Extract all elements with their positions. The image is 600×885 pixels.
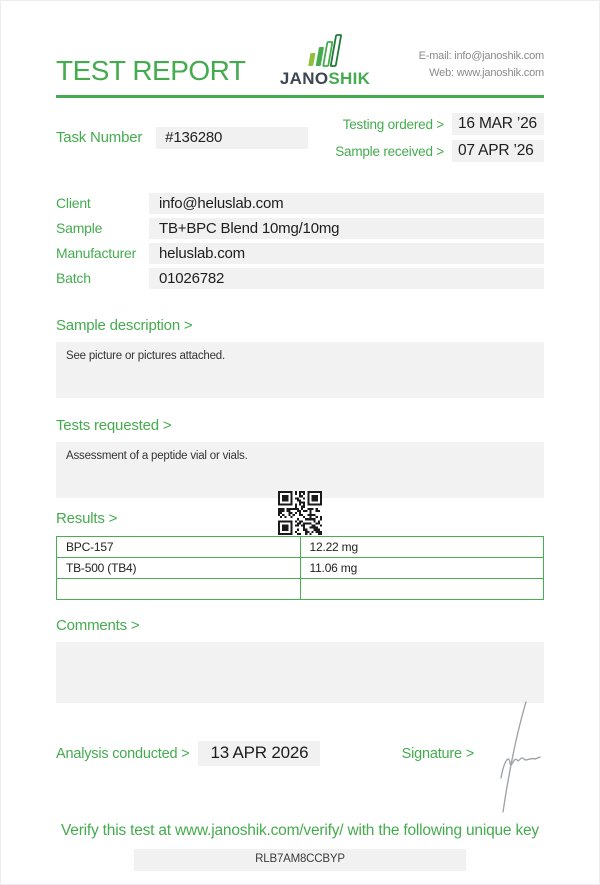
results-heading: Results > — [56, 510, 118, 527]
analyte-cell: TB-500 (TB4) — [57, 558, 301, 579]
verify-text: Verify this test at www.janoshik.com/verify/ with the following unique key — [61, 822, 539, 839]
dates-group — [335, 113, 544, 162]
manufacturer-value: heluslab.com — [149, 243, 544, 264]
analysis-signature-row — [56, 741, 544, 766]
batch-label: Batch — [56, 270, 91, 286]
contact-web: Web: www.janoshik.com — [429, 66, 544, 79]
result-cell: 11.06 mg — [300, 558, 544, 579]
sample-received-value: 07 APR ’26 — [452, 140, 544, 162]
tests-requested-section — [56, 417, 544, 498]
header-divider — [56, 95, 544, 98]
sample-received-line — [335, 140, 544, 162]
tests-requested-body: Assessment of a peptide vial or vials. — [56, 442, 544, 498]
logo-shik: SHIK — [328, 69, 371, 88]
result-cell: 12.22 mg — [300, 537, 544, 558]
field-manufacturer — [56, 243, 544, 264]
testing-ordered-line — [335, 113, 544, 135]
sample-description-heading: Sample description > — [56, 317, 193, 334]
results-table — [56, 536, 544, 600]
task-row — [56, 113, 544, 162]
comments-heading: Comments > — [56, 617, 140, 634]
analysis-date-value: 13 APR 2026 — [198, 741, 320, 766]
page-title: TEST REPORT — [56, 55, 246, 86]
contact-email: E-mail: info@janoshik.com — [418, 50, 544, 62]
logo-wordmark — [280, 70, 370, 87]
table-row — [57, 537, 544, 558]
task-number-group — [56, 113, 308, 162]
batch-value: 01026782 — [149, 268, 544, 289]
analysis-conducted-label: Analysis conducted > — [56, 745, 190, 762]
tests-requested-heading: Tests requested > — [56, 417, 172, 434]
task-number-value: #136280 — [156, 127, 308, 149]
sample-description-body: See picture or pictures attached. — [56, 342, 544, 398]
logo-jano: JANO — [279, 69, 329, 88]
signature-image — [488, 699, 550, 815]
report-header — [56, 27, 544, 87]
analyte-cell: BPC-157 — [57, 537, 301, 558]
field-client — [56, 193, 544, 214]
testing-ordered-label: Testing ordered > — [342, 116, 444, 132]
signature-label: Signature > — [401, 745, 474, 762]
janoshik-logo — [280, 33, 370, 87]
qr-code — [278, 491, 322, 535]
client-label: Client — [56, 195, 91, 211]
analyte-cell — [57, 579, 301, 600]
table-row — [57, 558, 544, 579]
sample-label: Sample — [56, 220, 103, 236]
field-batch — [56, 268, 544, 289]
task-number-label: Task Number — [56, 129, 143, 146]
table-row — [57, 579, 544, 600]
bar-chart-icon — [304, 33, 346, 67]
sample-fields — [56, 193, 544, 289]
results-section — [56, 510, 544, 600]
result-cell — [300, 579, 544, 600]
unique-key-value: RLB7AM8CCBYP — [134, 849, 466, 871]
manufacturer-label: Manufacturer — [56, 245, 137, 261]
sample-received-label: Sample received > — [335, 143, 444, 159]
field-sample — [56, 218, 544, 239]
sample-description-section — [56, 317, 544, 398]
client-value: info@heluslab.com — [149, 193, 544, 214]
comments-section — [56, 617, 544, 703]
sample-value: TB+BPC Blend 10mg/10mg — [149, 218, 544, 239]
comments-body — [56, 642, 544, 703]
contact-info — [419, 48, 544, 87]
testing-ordered-value: 16 MAR ’26 — [452, 113, 544, 135]
